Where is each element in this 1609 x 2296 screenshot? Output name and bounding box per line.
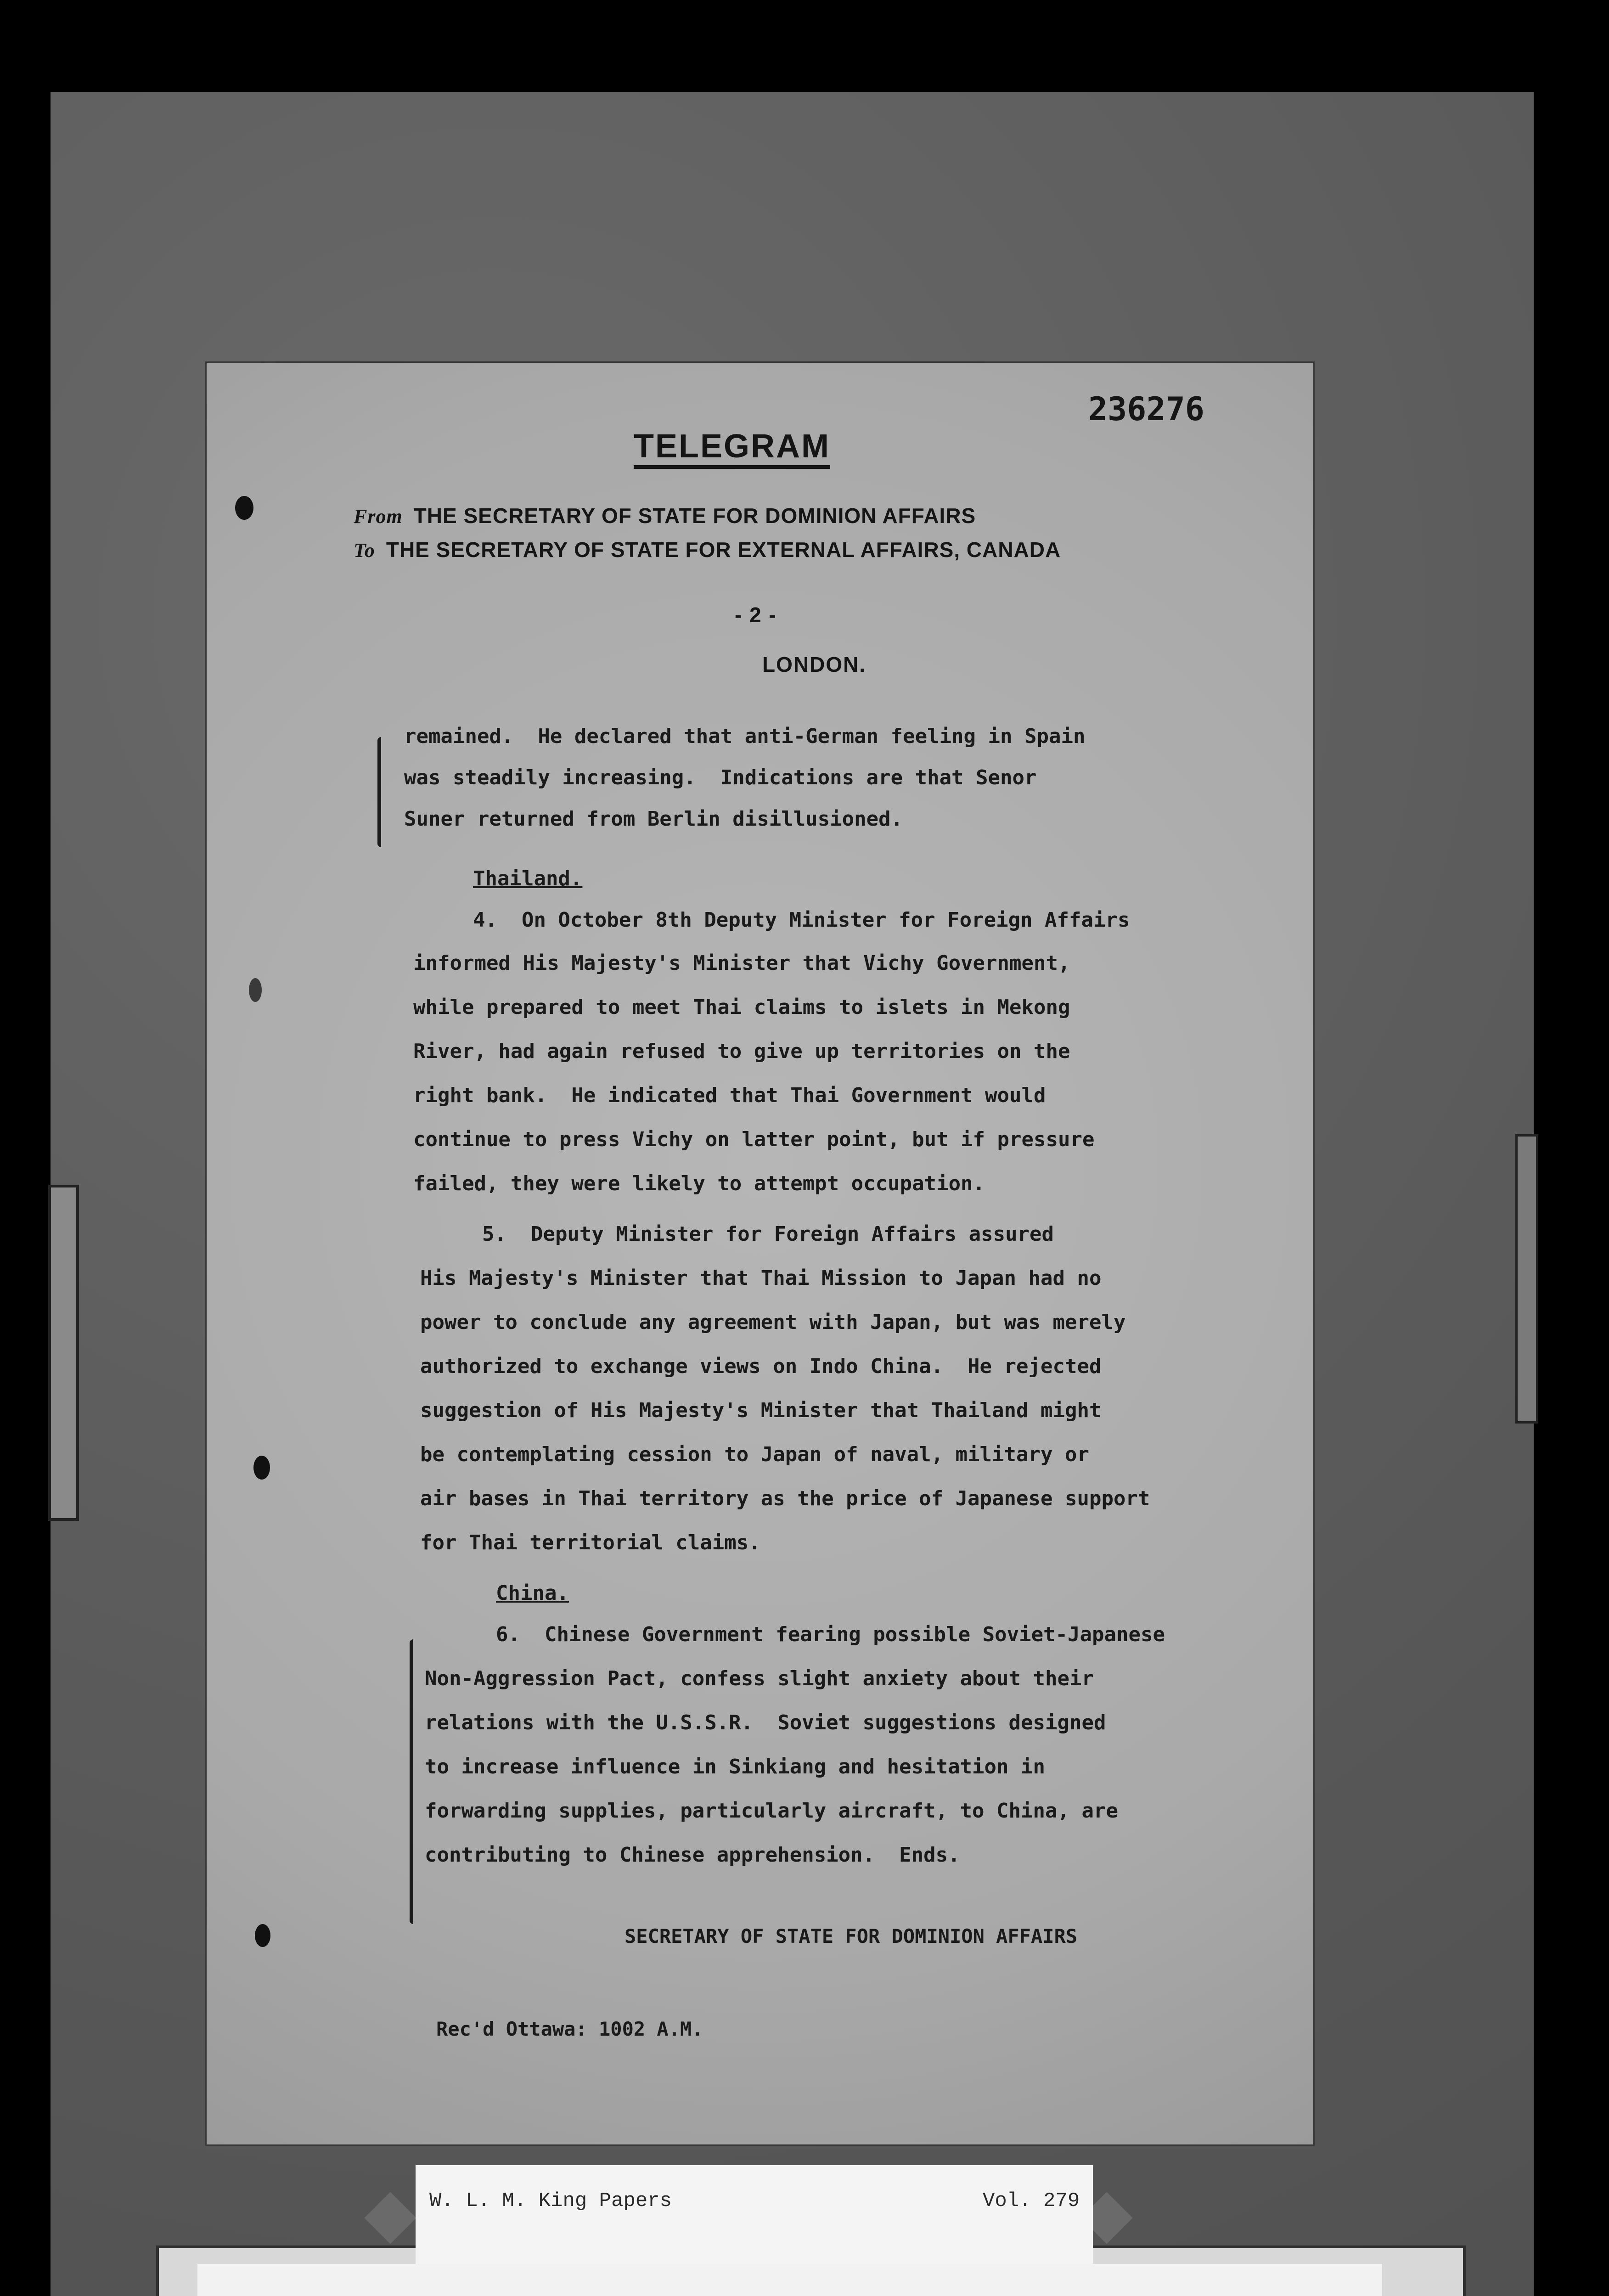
- body-line: be contemplating cession to Japan of naval, military or: [420, 1443, 1089, 1466]
- punch-hole-bottom: [255, 1924, 270, 1947]
- body-line: while prepared to meet Thai claims to islets in Mekong: [413, 996, 1070, 1019]
- to-line: [354, 537, 1061, 562]
- body-line: for Thai territorial claims.: [420, 1531, 761, 1554]
- body-line: 6. Chinese Government fearing possible Soviet-Japanese: [496, 1623, 1165, 1646]
- margin-bracket-bottom: [410, 1639, 413, 1924]
- reference-label: [416, 2165, 1093, 2264]
- body-line: forwarding supplies, particularly aircraft, to China, are: [425, 1799, 1118, 1823]
- body-line: failed, they were likely to attempt occupation.: [413, 1172, 985, 1195]
- origin-city: LONDON.: [762, 653, 866, 676]
- body-line: continue to press Vichy on latter point, but if pressure: [413, 1128, 1095, 1151]
- body-line: informed His Majesty's Minister that Vichy Government,: [413, 951, 1070, 975]
- collection-name: W. L. M. King Papers: [429, 2189, 672, 2212]
- body-line: 5. Deputy Minister for Foreign Affairs assured: [482, 1222, 1054, 1246]
- body-line: 4. On October 8th Deputy Minister for Foreign Affairs: [473, 908, 1130, 932]
- document-number: 236276: [1088, 390, 1204, 428]
- body-line: power to conclude any agreement with Japan, but was merely: [420, 1311, 1126, 1334]
- body-line: contributing to Chinese apprehension. Ends.: [425, 1843, 960, 1867]
- body-line: was steadily increasing. Indications are that Senor: [404, 766, 1037, 789]
- from-prefix: From: [354, 505, 403, 528]
- to-prefix: To: [354, 539, 375, 562]
- body-line: air bases in Thai territory as the price of Japanese support: [420, 1487, 1150, 1510]
- from-line: [354, 503, 976, 528]
- archive-label-card: [197, 2264, 1382, 2296]
- sender: THE SECRETARY OF STATE FOR DOMINION AFFAIRS: [413, 504, 976, 528]
- page-number: - 2 -: [735, 603, 777, 627]
- volume-number: Vol. 279: [983, 2189, 1080, 2212]
- margin-bracket-top: [377, 737, 381, 847]
- body-line: River, had again refused to give up territories on the: [413, 1040, 1070, 1063]
- body-line: suggestion of His Majesty's Minister that Thailand might: [420, 1399, 1102, 1422]
- mount-tab-left: [48, 1185, 79, 1521]
- punch-hole-middle: [249, 978, 262, 1002]
- telegram-page: [207, 363, 1313, 2144]
- body-line: Non-Aggression Pact, confess slight anxiety about their: [425, 1667, 1094, 1690]
- body-line: to increase influence in Sinkiang and hesitation in: [425, 1755, 1046, 1778]
- body-line: right bank. He indicated that Thai Government would: [413, 1084, 1046, 1107]
- mount-tab-right: [1515, 1134, 1538, 1424]
- punch-hole-lower: [253, 1456, 270, 1480]
- section-heading-thailand: Thailand.: [473, 867, 583, 890]
- signature-line: SECRETARY OF STATE FOR DOMINION AFFAIRS: [624, 1925, 1078, 1947]
- body-line: remained. He declared that anti-German feeling in Spain: [404, 725, 1086, 748]
- punch-hole-top: [235, 496, 253, 520]
- section-heading-china: China.: [496, 1581, 569, 1605]
- received-stamp: Rec'd Ottawa: 1002 A.M.: [436, 2018, 703, 2040]
- body-line: authorized to exchange views on Indo China. He rejected: [420, 1355, 1102, 1378]
- body-line: Suner returned from Berlin disillusioned.: [404, 807, 903, 831]
- body-line: His Majesty's Minister that Thai Mission to Japan had no: [420, 1266, 1102, 1290]
- document-title: TELEGRAM: [634, 429, 830, 469]
- recipient: THE SECRETARY OF STATE FOR EXTERNAL AFFAIRS, CANADA: [386, 538, 1061, 562]
- body-line: relations with the U.S.S.R. Soviet suggestions designed: [425, 1711, 1106, 1734]
